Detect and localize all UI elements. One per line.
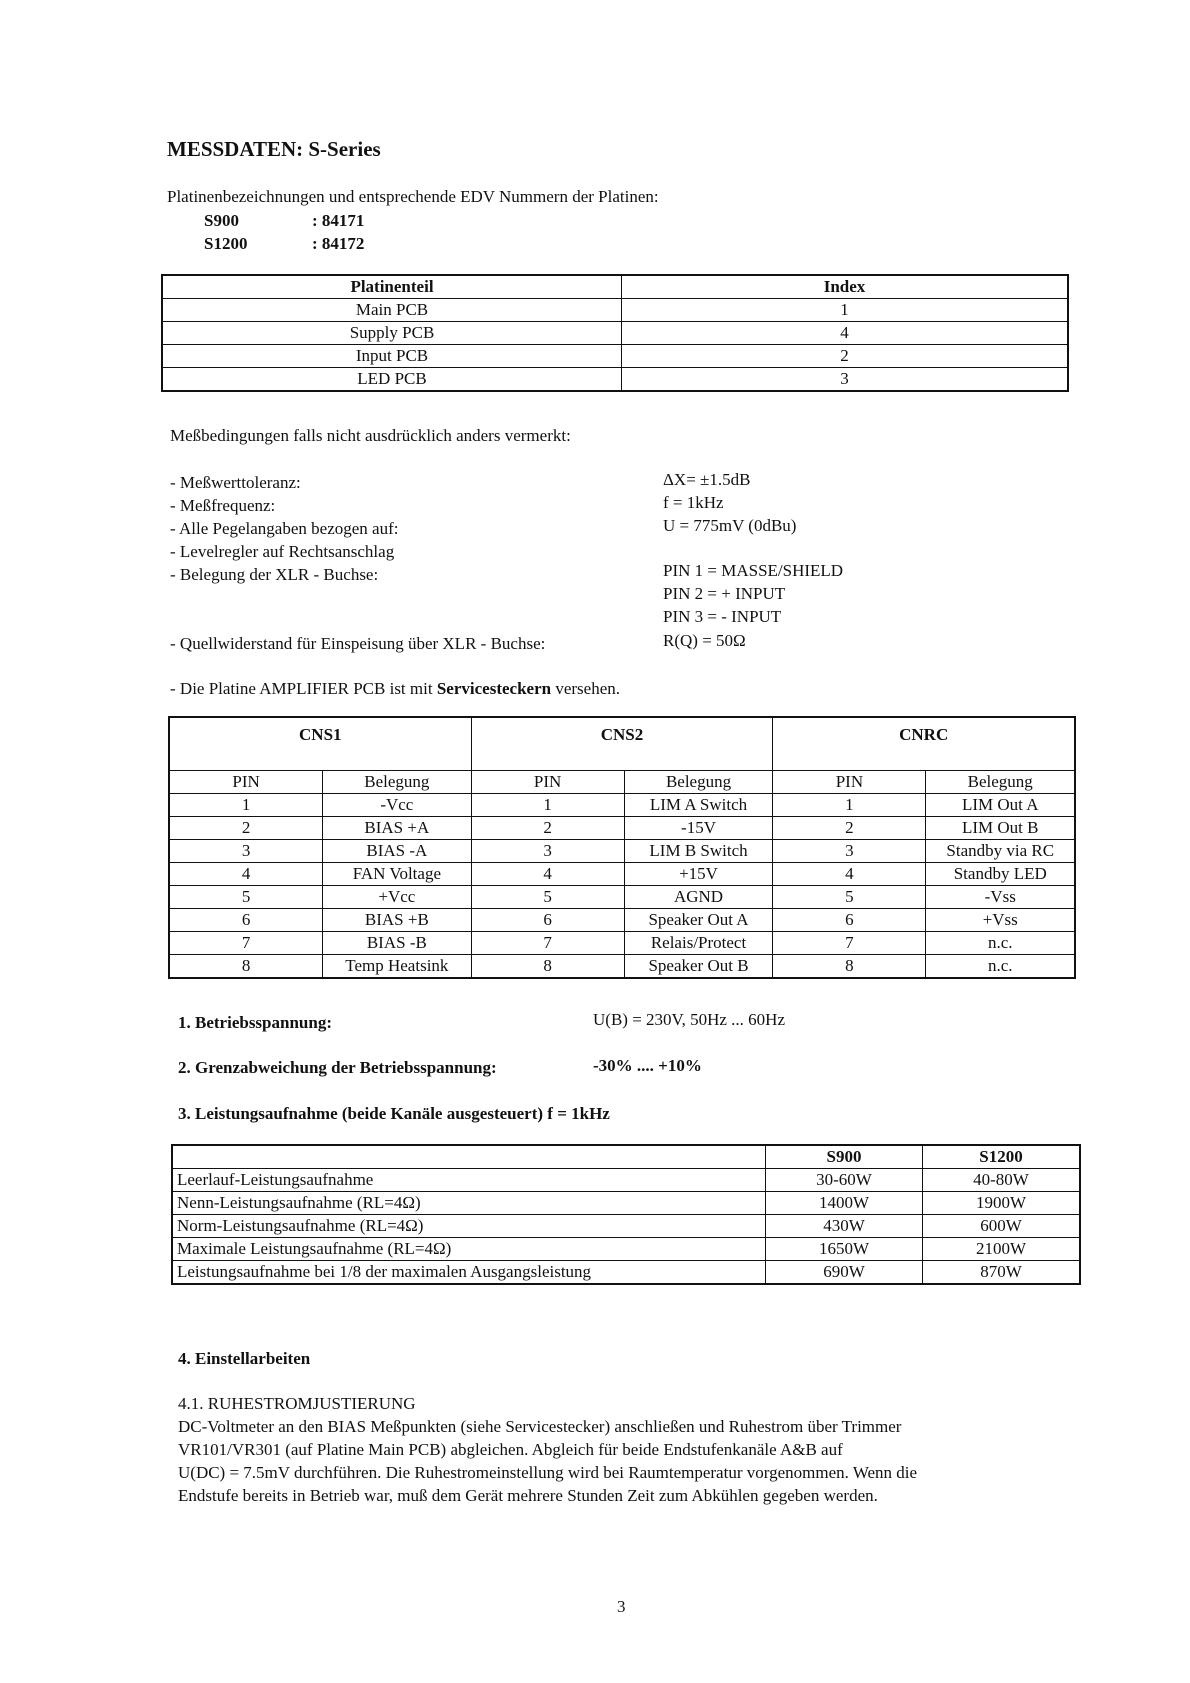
power-cell: 30-60W bbox=[766, 1169, 923, 1192]
pcb-cell: LED PCB bbox=[162, 368, 622, 392]
power-header-s1200: S1200 bbox=[923, 1145, 1081, 1169]
connector-cell: 7 bbox=[773, 932, 926, 955]
pcb-cell: Main PCB bbox=[162, 299, 622, 322]
power-table-header bbox=[172, 1145, 1080, 1169]
pcb-cell: 1 bbox=[622, 299, 1069, 322]
connector-cell: -Vss bbox=[926, 886, 1075, 909]
table-row bbox=[169, 932, 1075, 955]
connector-cell: 1 bbox=[773, 794, 926, 817]
table-row bbox=[172, 1169, 1080, 1192]
connector-cell: 6 bbox=[169, 909, 323, 932]
connector-cell: LIM B Switch bbox=[624, 840, 773, 863]
connector-cell: LIM Out A bbox=[926, 794, 1075, 817]
connector-cell: -Vcc bbox=[323, 794, 471, 817]
condition-label: - Levelregler auf Rechtsanschlag bbox=[170, 542, 395, 561]
intro-text: Platinenbezeichnungen und entsprechende EDV Nummern der Platinen: bbox=[167, 187, 659, 206]
connector-cell: +15V bbox=[624, 863, 773, 886]
connector-cell: 5 bbox=[169, 886, 323, 909]
power-cell: 690W bbox=[766, 1261, 923, 1285]
table-row bbox=[169, 817, 1075, 840]
section4-label: 4. Einstellarbeiten bbox=[178, 1349, 311, 1368]
source-value: R(Q) = 50Ω bbox=[663, 631, 746, 650]
section41-line: VR101/VR301 (auf Platine Main PCB) abgleichen. Abgleich für beide Endstufenkanäle A&B auf bbox=[178, 1440, 843, 1459]
sub-pin: PIN bbox=[773, 771, 926, 794]
connector-cell: 8 bbox=[773, 955, 926, 979]
connector-cell: LIM Out B bbox=[926, 817, 1075, 840]
table-row bbox=[169, 886, 1075, 909]
condition-label: - Belegung der XLR - Buchse: bbox=[170, 565, 379, 584]
condition-label: - Meßwerttoleranz: bbox=[170, 473, 301, 492]
connector-cell: 3 bbox=[169, 840, 323, 863]
section41-heading: 4.1. RUHESTROMJUSTIERUNG bbox=[178, 1394, 416, 1413]
power-cell: Leistungsaufnahme bei 1/8 der maximalen Ausgangsleistung bbox=[172, 1261, 766, 1285]
table-row bbox=[169, 840, 1075, 863]
sub-belegung: Belegung bbox=[926, 771, 1075, 794]
connector-cell: 1 bbox=[471, 794, 624, 817]
connector-cell: BIAS +A bbox=[323, 817, 471, 840]
connector-cell: Speaker Out B bbox=[624, 955, 773, 979]
page-number: 3 bbox=[617, 1597, 626, 1616]
table-row bbox=[162, 345, 1068, 368]
pcb-table bbox=[161, 274, 1069, 392]
section1-value: U(B) = 230V, 50Hz ... 60Hz bbox=[593, 1010, 786, 1029]
power-header-empty bbox=[172, 1145, 766, 1169]
amp-note-bold: Servicesteckern bbox=[436, 679, 552, 698]
connector-cell: 2 bbox=[773, 817, 926, 840]
section41-line: Endstufe bereits in Betrieb war, muß dem Gerät mehrere Stunden Zeit zum Abkühlen gegeben werden. bbox=[178, 1486, 878, 1505]
section41-line: U(DC) = 7.5mV durchführen. Die Ruhestromeinstellung wird bei Raumtemperatur vorgenommen. Wenn die bbox=[178, 1463, 918, 1482]
sub-pin: PIN bbox=[471, 771, 624, 794]
condition-label: - Alle Pegelangaben bezogen auf: bbox=[170, 519, 399, 538]
condition-label: - Meßfrequenz: bbox=[170, 496, 276, 515]
connector-cell: LIM A Switch bbox=[624, 794, 773, 817]
pcb-cell: 4 bbox=[622, 322, 1069, 345]
table-row bbox=[169, 955, 1075, 979]
power-cell: 1650W bbox=[766, 1238, 923, 1261]
connector-cell: 4 bbox=[471, 863, 624, 886]
xlr-pin1: PIN 1 = MASSE/SHIELD bbox=[663, 561, 844, 580]
pcb-cell: Input PCB bbox=[162, 345, 622, 368]
amp-note bbox=[170, 679, 620, 699]
connector-cell: 5 bbox=[773, 886, 926, 909]
condition-value: ΔX= ±1.5dB bbox=[663, 470, 751, 489]
model-s1200-name: S1200 bbox=[204, 234, 248, 253]
connector-cell: 1 bbox=[169, 794, 323, 817]
model-s900-number: : 84171 bbox=[312, 211, 365, 230]
condition-value: U = 775mV (0dBu) bbox=[663, 516, 797, 535]
connector-cell: Temp Heatsink bbox=[323, 955, 471, 979]
connector-cell: Speaker Out A bbox=[624, 909, 773, 932]
group-cns2: CNS2 bbox=[471, 717, 773, 771]
power-header-s900: S900 bbox=[766, 1145, 923, 1169]
connector-cell: 3 bbox=[471, 840, 624, 863]
section2-label: 2. Grenzabweichung der Betriebsspannung: bbox=[178, 1058, 497, 1077]
connector-cell: 6 bbox=[773, 909, 926, 932]
power-cell: Maximale Leistungsaufnahme (RL=4Ω) bbox=[172, 1238, 766, 1261]
amp-note-prefix: - Die Platine AMPLIFIER PCB ist mit bbox=[170, 679, 437, 698]
sub-belegung: Belegung bbox=[624, 771, 773, 794]
connector-cell: n.c. bbox=[926, 955, 1075, 979]
connector-cell: 4 bbox=[773, 863, 926, 886]
connector-subheader bbox=[169, 771, 1075, 794]
source-label: - Quellwiderstand für Einspeisung über XLR - Buchse: bbox=[170, 634, 546, 653]
connector-cell: -15V bbox=[624, 817, 773, 840]
connector-cell: 3 bbox=[773, 840, 926, 863]
sub-belegung: Belegung bbox=[323, 771, 471, 794]
connector-cell: 2 bbox=[471, 817, 624, 840]
connector-cell: Relais/Protect bbox=[624, 932, 773, 955]
connector-cell: FAN Voltage bbox=[323, 863, 471, 886]
connector-cell: Standby via RC bbox=[926, 840, 1075, 863]
section3-label: 3. Leistungsaufnahme (beide Kanäle ausgesteuert) f = 1kHz bbox=[178, 1104, 610, 1123]
table-row bbox=[169, 863, 1075, 886]
section41-line: DC-Voltmeter an den BIAS Meßpunkten (siehe Servicestecker) anschließen und Ruhestrom über Trimmer bbox=[178, 1417, 902, 1436]
pcb-table-header bbox=[162, 275, 1068, 299]
pcb-cell: Supply PCB bbox=[162, 322, 622, 345]
section2-value: -30% .... +10% bbox=[593, 1056, 702, 1075]
pcb-header-index: Index bbox=[622, 275, 1069, 299]
connector-cell: 6 bbox=[471, 909, 624, 932]
model-s1200-number: : 84172 bbox=[312, 234, 365, 253]
power-cell: 1900W bbox=[923, 1192, 1081, 1215]
connector-cell: +Vss bbox=[926, 909, 1075, 932]
connector-cell: BIAS -A bbox=[323, 840, 471, 863]
connector-group-header bbox=[169, 717, 1075, 771]
power-cell: 870W bbox=[923, 1261, 1081, 1285]
section1-label: 1. Betriebsspannung: bbox=[178, 1013, 332, 1032]
connector-cell: 7 bbox=[169, 932, 323, 955]
amp-note-suffix: versehen. bbox=[551, 679, 620, 698]
group-cns1: CNS1 bbox=[169, 717, 471, 771]
table-row bbox=[172, 1215, 1080, 1238]
connector-cell: BIAS -B bbox=[323, 932, 471, 955]
table-row bbox=[162, 299, 1068, 322]
model-s900-name: S900 bbox=[204, 211, 239, 230]
connector-cell: 8 bbox=[169, 955, 323, 979]
table-row bbox=[162, 322, 1068, 345]
power-cell: 600W bbox=[923, 1215, 1081, 1238]
power-cell: Nenn-Leistungsaufnahme (RL=4Ω) bbox=[172, 1192, 766, 1215]
table-row bbox=[169, 794, 1075, 817]
connector-cell: AGND bbox=[624, 886, 773, 909]
connector-cell: +Vcc bbox=[323, 886, 471, 909]
table-row bbox=[172, 1261, 1080, 1285]
connector-table bbox=[168, 716, 1076, 979]
power-cell: Norm-Leistungsaufnahme (RL=4Ω) bbox=[172, 1215, 766, 1238]
connector-cell: 8 bbox=[471, 955, 624, 979]
pcb-header-platinenteil: Platinenteil bbox=[162, 275, 622, 299]
connector-cell: Standby LED bbox=[926, 863, 1075, 886]
connector-cell: BIAS +B bbox=[323, 909, 471, 932]
connector-cell: 7 bbox=[471, 932, 624, 955]
pcb-cell: 2 bbox=[622, 345, 1069, 368]
connector-cell: n.c. bbox=[926, 932, 1075, 955]
conditions-intro: Meßbedingungen falls nicht ausdrücklich anders vermerkt: bbox=[170, 426, 571, 445]
pcb-cell: 3 bbox=[622, 368, 1069, 392]
power-cell: 430W bbox=[766, 1215, 923, 1238]
condition-value: f = 1kHz bbox=[663, 493, 724, 512]
power-table bbox=[171, 1144, 1081, 1285]
xlr-pin2: PIN 2 = + INPUT bbox=[663, 584, 786, 603]
connector-cell: 5 bbox=[471, 886, 624, 909]
table-row bbox=[162, 368, 1068, 392]
power-cell: 2100W bbox=[923, 1238, 1081, 1261]
connector-cell: 4 bbox=[169, 863, 323, 886]
page-title: MESSDATEN: S-Series bbox=[167, 137, 381, 161]
table-row bbox=[169, 909, 1075, 932]
connector-cell: 2 bbox=[169, 817, 323, 840]
power-cell: Leerlauf-Leistungsaufnahme bbox=[172, 1169, 766, 1192]
power-cell: 40-80W bbox=[923, 1169, 1081, 1192]
table-row bbox=[172, 1192, 1080, 1215]
power-cell: 1400W bbox=[766, 1192, 923, 1215]
table-row bbox=[172, 1238, 1080, 1261]
xlr-pin3: PIN 3 = - INPUT bbox=[663, 607, 782, 626]
sub-pin: PIN bbox=[169, 771, 323, 794]
group-cnrc: CNRC bbox=[773, 717, 1075, 771]
